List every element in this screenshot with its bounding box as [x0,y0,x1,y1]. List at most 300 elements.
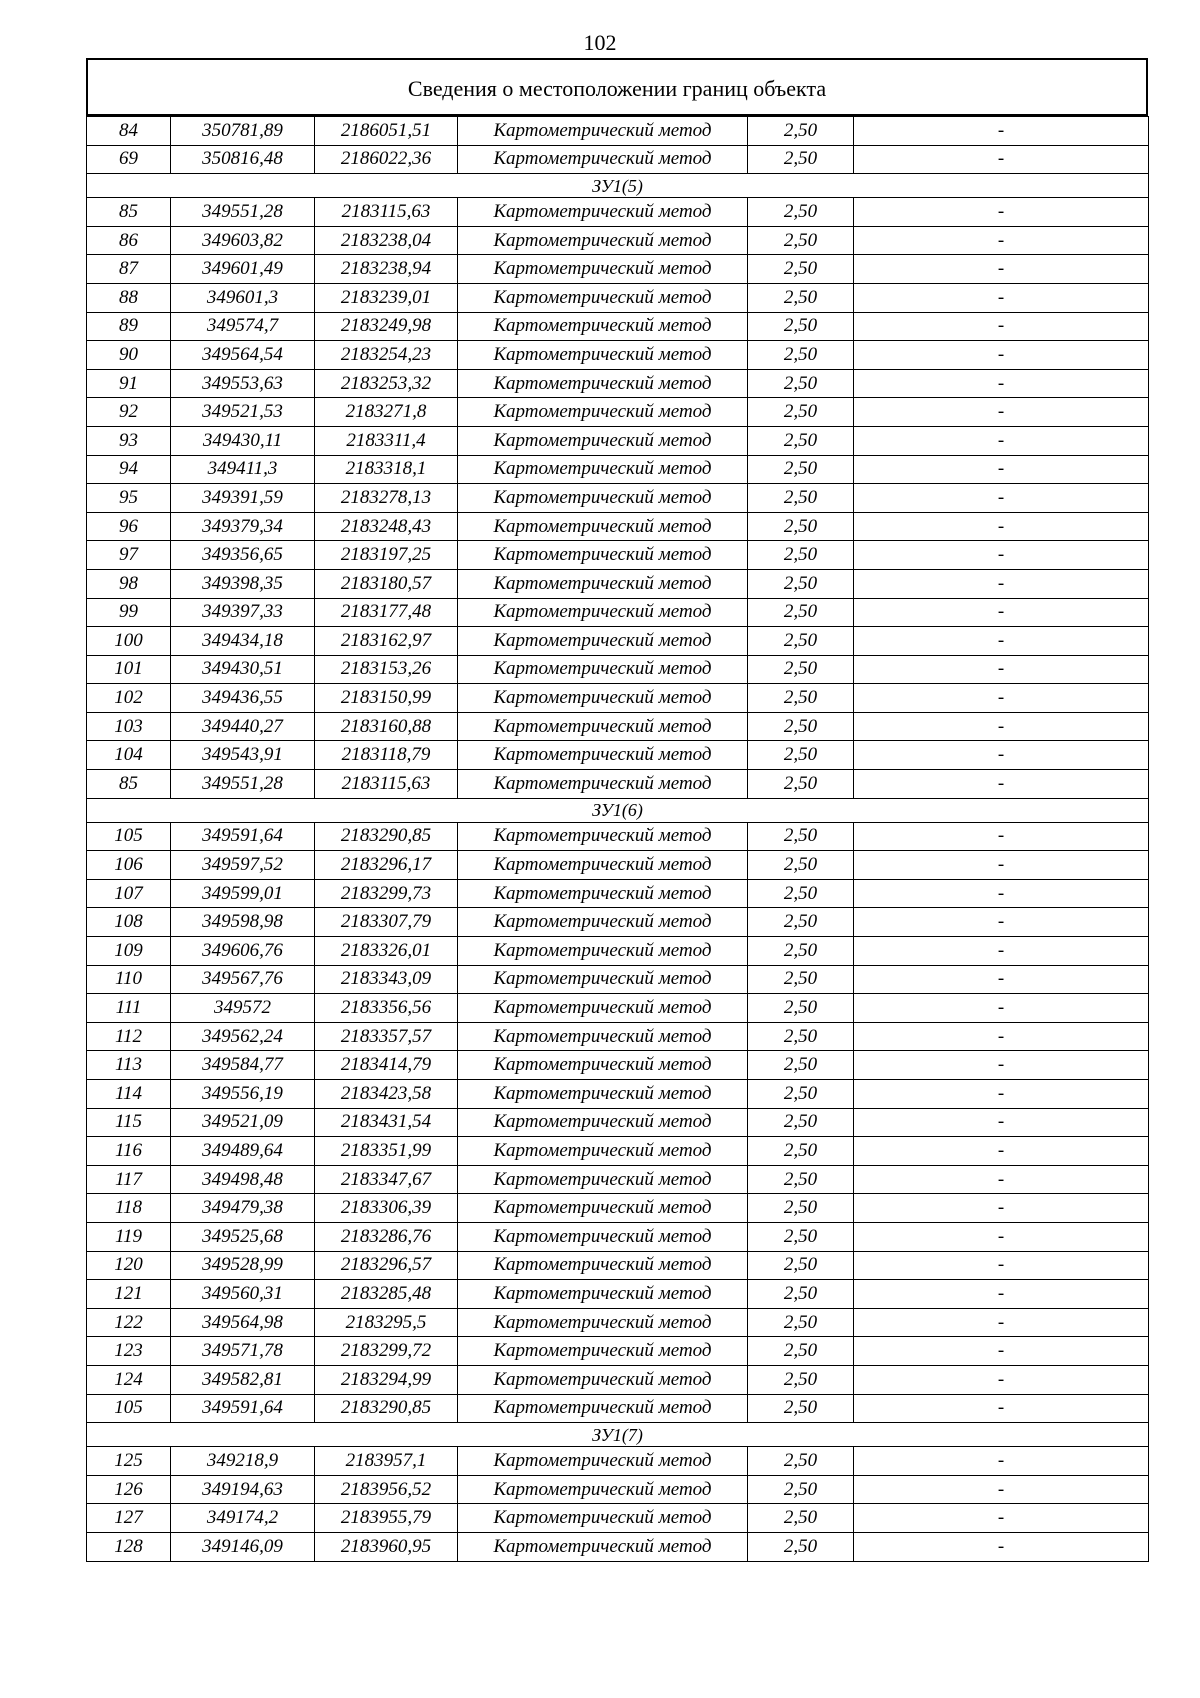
x-coordinate-cell: 349174,2 [171,1504,315,1533]
precision-cell: 2,50 [748,1108,854,1137]
description-cell: - [854,198,1149,227]
description-cell: - [854,541,1149,570]
table-row [87,908,1149,937]
x-coordinate-cell: 349379,34 [171,512,315,541]
y-coordinate-cell: 2183290,85 [315,1394,458,1423]
description-cell: - [854,1137,1149,1166]
method-cell: Картометрический метод [458,1022,748,1051]
point-number-cell: 127 [87,1504,171,1533]
description-cell: - [854,1280,1149,1309]
method-cell: Картометрический метод [458,1308,748,1337]
table-row [87,851,1149,880]
description-cell: - [854,1080,1149,1109]
y-coordinate-cell: 2183296,17 [315,851,458,880]
section-label: ЗУ1(7) [87,1423,1149,1447]
method-cell: Картометрический метод [458,1194,748,1223]
point-number-cell: 96 [87,512,171,541]
description-cell: - [854,1165,1149,1194]
x-coordinate-cell: 349597,52 [171,851,315,880]
method-cell: Картометрический метод [458,1251,748,1280]
y-coordinate-cell: 2183160,88 [315,712,458,741]
table-row [87,684,1149,713]
method-cell: Картометрический метод [458,1475,748,1504]
method-cell: Картометрический метод [458,398,748,427]
description-cell: - [854,627,1149,656]
x-coordinate-cell: 349436,55 [171,684,315,713]
x-coordinate-cell: 349601,3 [171,283,315,312]
table-row [87,1222,1149,1251]
point-number-cell: 95 [87,484,171,513]
description-cell: - [854,341,1149,370]
table-row [87,655,1149,684]
precision-cell: 2,50 [748,312,854,341]
method-cell: Картометрический метод [458,1447,748,1476]
x-coordinate-cell: 349564,54 [171,341,315,370]
description-cell: - [854,598,1149,627]
method-cell: Картометрический метод [458,369,748,398]
table-row [87,1447,1149,1476]
table-row [87,369,1149,398]
y-coordinate-cell: 2183180,57 [315,569,458,598]
x-coordinate-cell: 349521,09 [171,1108,315,1137]
description-cell: - [854,1108,1149,1137]
precision-cell: 2,50 [748,1137,854,1166]
precision-cell: 2,50 [748,1475,854,1504]
precision-cell: 2,50 [748,198,854,227]
y-coordinate-cell: 2183150,99 [315,684,458,713]
description-cell: - [854,283,1149,312]
point-number-cell: 106 [87,851,171,880]
y-coordinate-cell: 2183955,79 [315,1504,458,1533]
table-row [87,1022,1149,1051]
description-cell: - [854,369,1149,398]
x-coordinate-cell: 349598,98 [171,908,315,937]
description-cell: - [854,255,1149,284]
x-coordinate-cell: 349551,28 [171,770,315,799]
table-row [87,1080,1149,1109]
precision-cell: 2,50 [748,994,854,1023]
y-coordinate-cell: 2183285,48 [315,1280,458,1309]
description-cell: - [854,1365,1149,1394]
point-number-cell: 87 [87,255,171,284]
x-coordinate-cell: 349398,35 [171,569,315,598]
point-number-cell: 69 [87,145,171,174]
precision-cell: 2,50 [748,965,854,994]
y-coordinate-cell: 2183197,25 [315,541,458,570]
method-cell: Картометрический метод [458,937,748,966]
y-coordinate-cell: 2183306,39 [315,1194,458,1223]
method-cell: Картометрический метод [458,312,748,341]
y-coordinate-cell: 2183294,99 [315,1365,458,1394]
y-coordinate-cell: 2186022,36 [315,145,458,174]
method-cell: Картометрический метод [458,712,748,741]
method-cell: Картометрический метод [458,1532,748,1561]
y-coordinate-cell: 2183153,26 [315,655,458,684]
precision-cell: 2,50 [748,569,854,598]
y-coordinate-cell: 2183253,32 [315,369,458,398]
precision-cell: 2,50 [748,541,854,570]
method-cell: Картометрический метод [458,684,748,713]
precision-cell: 2,50 [748,851,854,880]
y-coordinate-cell: 2183254,23 [315,341,458,370]
precision-cell: 2,50 [748,117,854,146]
method-cell: Картометрический метод [458,822,748,851]
precision-cell: 2,50 [748,712,854,741]
table-row [87,255,1149,284]
x-coordinate-cell: 349434,18 [171,627,315,656]
table-row [87,1194,1149,1223]
table-row [87,1475,1149,1504]
x-coordinate-cell: 350816,48 [171,145,315,174]
precision-cell: 2,50 [748,426,854,455]
page-number: 102 [583,30,617,55]
point-number-cell: 117 [87,1165,171,1194]
x-coordinate-cell: 349572 [171,994,315,1023]
description-cell: - [854,312,1149,341]
y-coordinate-cell: 2183423,58 [315,1080,458,1109]
precision-cell: 2,50 [748,1365,854,1394]
method-cell: Картометрический метод [458,541,748,570]
precision-cell: 2,50 [748,1532,854,1561]
point-number-cell: 123 [87,1337,171,1366]
precision-cell: 2,50 [748,937,854,966]
point-number-cell: 88 [87,283,171,312]
method-cell: Картометрический метод [458,426,748,455]
description-cell: - [854,1394,1149,1423]
point-number-cell: 84 [87,117,171,146]
description-cell: - [854,117,1149,146]
table-row [87,1137,1149,1166]
method-cell: Картометрический метод [458,283,748,312]
table-row [87,198,1149,227]
table-row [87,627,1149,656]
y-coordinate-cell: 2183956,52 [315,1475,458,1504]
point-number-cell: 112 [87,1022,171,1051]
description-cell: - [854,455,1149,484]
precision-cell: 2,50 [748,1022,854,1051]
method-cell: Картометрический метод [458,1504,748,1533]
point-number-cell: 105 [87,822,171,851]
table-row [87,1051,1149,1080]
precision-cell: 2,50 [748,908,854,937]
section-row [87,1423,1149,1447]
y-coordinate-cell: 2183414,79 [315,1051,458,1080]
table-row [87,770,1149,799]
x-coordinate-cell: 350781,89 [171,117,315,146]
point-number-cell: 99 [87,598,171,627]
point-number-cell: 94 [87,455,171,484]
description-cell: - [854,879,1149,908]
point-number-cell: 103 [87,712,171,741]
precision-cell: 2,50 [748,1280,854,1309]
y-coordinate-cell: 2183115,63 [315,198,458,227]
x-coordinate-cell: 349521,53 [171,398,315,427]
table-row [87,341,1149,370]
point-number-cell: 119 [87,1222,171,1251]
point-number-cell: 85 [87,770,171,799]
method-cell: Картометрический метод [458,879,748,908]
y-coordinate-cell: 2183318,1 [315,455,458,484]
y-coordinate-cell: 2183115,63 [315,770,458,799]
x-coordinate-cell: 349601,49 [171,255,315,284]
x-coordinate-cell: 349146,09 [171,1532,315,1561]
table-row [87,283,1149,312]
point-number-cell: 120 [87,1251,171,1280]
section-label: ЗУ1(5) [87,174,1149,198]
table-row [87,712,1149,741]
point-number-cell: 93 [87,426,171,455]
table-row [87,541,1149,570]
method-cell: Картометрический метод [458,965,748,994]
method-cell: Картометрический метод [458,1280,748,1309]
precision-cell: 2,50 [748,1251,854,1280]
table-row [87,426,1149,455]
table-row [87,1251,1149,1280]
y-coordinate-cell: 2183356,56 [315,994,458,1023]
point-number-cell: 90 [87,341,171,370]
point-number-cell: 128 [87,1532,171,1561]
method-cell: Картометрический метод [458,770,748,799]
y-coordinate-cell: 2183249,98 [315,312,458,341]
description-cell: - [854,1532,1149,1561]
y-coordinate-cell: 2183326,01 [315,937,458,966]
point-number-cell: 125 [87,1447,171,1476]
table-row [87,1108,1149,1137]
table-row [87,312,1149,341]
point-number-cell: 97 [87,541,171,570]
table-row [87,484,1149,513]
y-coordinate-cell: 2183351,99 [315,1137,458,1166]
method-cell: Картометрический метод [458,851,748,880]
table-row [87,994,1149,1023]
description-cell: - [854,684,1149,713]
table-row [87,741,1149,770]
x-coordinate-cell: 349567,76 [171,965,315,994]
table-row [87,1365,1149,1394]
description-cell: - [854,965,1149,994]
y-coordinate-cell: 2183957,1 [315,1447,458,1476]
point-number-cell: 114 [87,1080,171,1109]
x-coordinate-cell: 349391,59 [171,484,315,513]
y-coordinate-cell: 2183238,94 [315,255,458,284]
table-row [87,569,1149,598]
x-coordinate-cell: 349562,24 [171,1022,315,1051]
description-cell: - [854,145,1149,174]
method-cell: Картометрический метод [458,994,748,1023]
point-number-cell: 100 [87,627,171,656]
precision-cell: 2,50 [748,1222,854,1251]
precision-cell: 2,50 [748,255,854,284]
y-coordinate-cell: 2183311,4 [315,426,458,455]
method-cell: Картометрический метод [458,1165,748,1194]
table-row [87,512,1149,541]
x-coordinate-cell: 349574,7 [171,312,315,341]
y-coordinate-cell: 2183295,5 [315,1308,458,1337]
description-cell: - [854,655,1149,684]
x-coordinate-cell: 349584,77 [171,1051,315,1080]
x-coordinate-cell: 349564,98 [171,1308,315,1337]
precision-cell: 2,50 [748,1051,854,1080]
method-cell: Картометрический метод [458,198,748,227]
y-coordinate-cell: 2183343,09 [315,965,458,994]
description-cell: - [854,226,1149,255]
x-coordinate-cell: 349560,31 [171,1280,315,1309]
description-cell: - [854,994,1149,1023]
x-coordinate-cell: 349356,65 [171,541,315,570]
method-cell: Картометрический метод [458,627,748,656]
table-row [87,879,1149,908]
point-number-cell: 124 [87,1365,171,1394]
x-coordinate-cell: 349528,99 [171,1251,315,1280]
precision-cell: 2,50 [748,1194,854,1223]
point-number-cell: 107 [87,879,171,908]
method-cell: Картометрический метод [458,1080,748,1109]
point-number-cell: 108 [87,908,171,937]
method-cell: Картометрический метод [458,455,748,484]
x-coordinate-cell: 349525,68 [171,1222,315,1251]
method-cell: Картометрический метод [458,117,748,146]
point-number-cell: 111 [87,994,171,1023]
precision-cell: 2,50 [748,226,854,255]
description-cell: - [854,1051,1149,1080]
table-row [87,1308,1149,1337]
point-number-cell: 109 [87,937,171,966]
description-cell: - [854,398,1149,427]
x-coordinate-cell: 349430,11 [171,426,315,455]
point-number-cell: 91 [87,369,171,398]
precision-cell: 2,50 [748,741,854,770]
description-cell: - [854,822,1149,851]
y-coordinate-cell: 2183278,13 [315,484,458,513]
precision-cell: 2,50 [748,1337,854,1366]
table-row [87,145,1149,174]
table-row [87,1165,1149,1194]
precision-cell: 2,50 [748,341,854,370]
table-row [87,937,1149,966]
y-coordinate-cell: 2183357,57 [315,1022,458,1051]
coordinates-table-body [87,117,1149,1562]
x-coordinate-cell: 349571,78 [171,1337,315,1366]
table-row [87,117,1149,146]
description-cell: - [854,712,1149,741]
y-coordinate-cell: 2183307,79 [315,908,458,937]
table-row [87,598,1149,627]
point-number-cell: 104 [87,741,171,770]
point-number-cell: 118 [87,1194,171,1223]
precision-cell: 2,50 [748,627,854,656]
method-cell: Картометрический метод [458,1394,748,1423]
point-number-cell: 86 [87,226,171,255]
description-cell: - [854,426,1149,455]
method-cell: Картометрический метод [458,1337,748,1366]
y-coordinate-cell: 2183238,04 [315,226,458,255]
method-cell: Картометрический метод [458,1108,748,1137]
precision-cell: 2,50 [748,655,854,684]
x-coordinate-cell: 349194,63 [171,1475,315,1504]
table-row [87,226,1149,255]
description-cell: - [854,1337,1149,1366]
description-cell: - [854,1475,1149,1504]
y-coordinate-cell: 2183431,54 [315,1108,458,1137]
description-cell: - [854,484,1149,513]
method-cell: Картометрический метод [458,908,748,937]
x-coordinate-cell: 349479,38 [171,1194,315,1223]
method-cell: Картометрический метод [458,1051,748,1080]
x-coordinate-cell: 349553,63 [171,369,315,398]
description-cell: - [854,908,1149,937]
y-coordinate-cell: 2183248,43 [315,512,458,541]
precision-cell: 2,50 [748,1165,854,1194]
method-cell: Картометрический метод [458,1365,748,1394]
y-coordinate-cell: 2183960,95 [315,1532,458,1561]
point-number-cell: 102 [87,684,171,713]
y-coordinate-cell: 2183299,72 [315,1337,458,1366]
table-row [87,822,1149,851]
table-row [87,455,1149,484]
description-cell: - [854,1251,1149,1280]
description-cell: - [854,770,1149,799]
x-coordinate-cell: 349543,91 [171,741,315,770]
method-cell: Картометрический метод [458,1137,748,1166]
precision-cell: 2,50 [748,1504,854,1533]
x-coordinate-cell: 349411,3 [171,455,315,484]
point-number-cell: 92 [87,398,171,427]
point-number-cell: 85 [87,198,171,227]
table-header-title: Сведения о местоположении границ объекта [86,58,1148,116]
y-coordinate-cell: 2183286,76 [315,1222,458,1251]
precision-cell: 2,50 [748,398,854,427]
description-cell: - [854,1447,1149,1476]
description-cell: - [854,851,1149,880]
y-coordinate-cell: 2183271,8 [315,398,458,427]
point-number-cell: 121 [87,1280,171,1309]
precision-cell: 2,50 [748,1308,854,1337]
x-coordinate-cell: 349591,64 [171,822,315,851]
y-coordinate-cell: 2183118,79 [315,741,458,770]
precision-cell: 2,50 [748,369,854,398]
description-cell: - [854,569,1149,598]
precision-cell: 2,50 [748,512,854,541]
y-coordinate-cell: 2183299,73 [315,879,458,908]
description-cell: - [854,1194,1149,1223]
method-cell: Картометрический метод [458,1222,748,1251]
x-coordinate-cell: 349498,48 [171,1165,315,1194]
x-coordinate-cell: 349599,01 [171,879,315,908]
x-coordinate-cell: 349582,81 [171,1365,315,1394]
x-coordinate-cell: 349397,33 [171,598,315,627]
method-cell: Картометрический метод [458,145,748,174]
description-cell: - [854,1308,1149,1337]
x-coordinate-cell: 349591,64 [171,1394,315,1423]
x-coordinate-cell: 349440,27 [171,712,315,741]
method-cell: Картометрический метод [458,741,748,770]
method-cell: Картометрический метод [458,569,748,598]
y-coordinate-cell: 2183162,97 [315,627,458,656]
precision-cell: 2,50 [748,1447,854,1476]
method-cell: Картометрический метод [458,484,748,513]
boundary-sheet [86,58,1148,1562]
table-row [87,1337,1149,1366]
x-coordinate-cell: 349606,76 [171,937,315,966]
point-number-cell: 115 [87,1108,171,1137]
section-row [87,174,1149,198]
y-coordinate-cell: 2183177,48 [315,598,458,627]
x-coordinate-cell: 349556,19 [171,1080,315,1109]
description-cell: - [854,1504,1149,1533]
y-coordinate-cell: 2183239,01 [315,283,458,312]
y-coordinate-cell: 2183296,57 [315,1251,458,1280]
table-row [87,965,1149,994]
